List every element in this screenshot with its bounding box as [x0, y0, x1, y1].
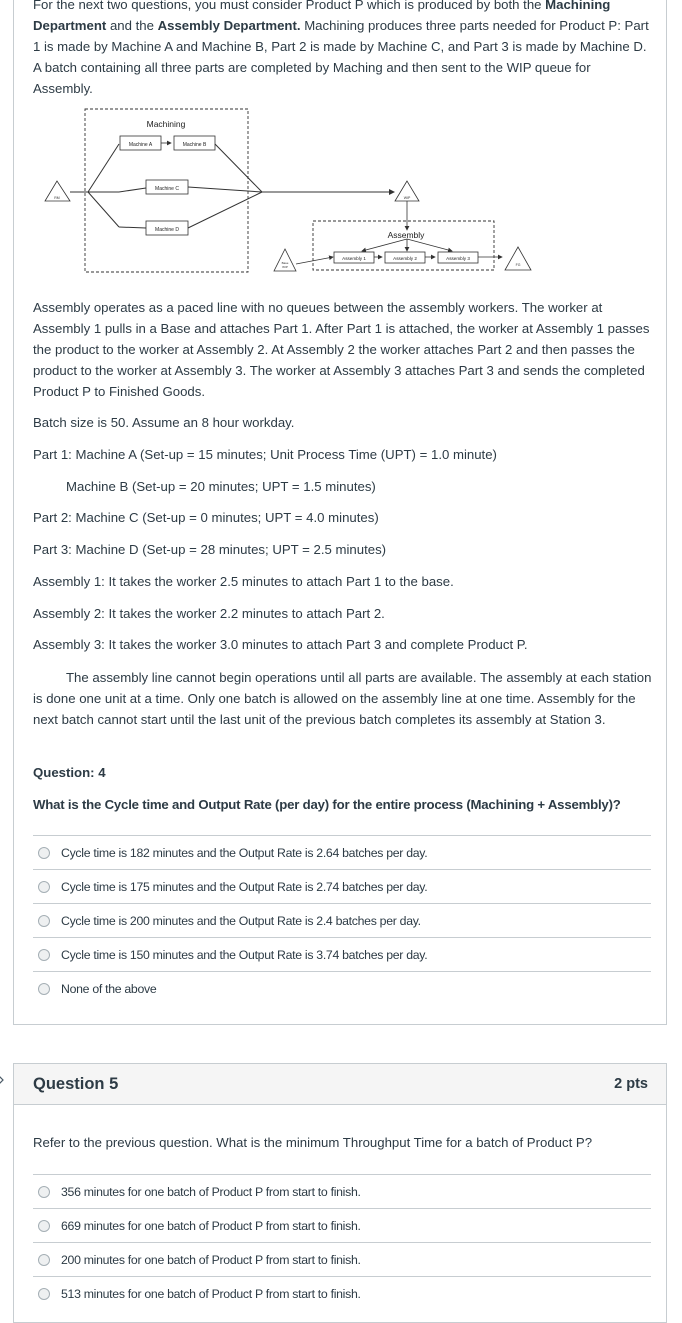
answer-option[interactable]	[33, 869, 651, 903]
assembly-label: Assembly	[387, 230, 425, 240]
rm-label: RM	[54, 196, 60, 200]
intro-bold-term: Machining	[545, 0, 611, 12]
answer-label: Cycle time is 200 minutes and the Output Rate is 2.4 batches per day.	[61, 913, 421, 928]
answer-label: 200 minutes for one batch of Product P from start to finish.	[61, 1252, 361, 1267]
assembly-3-label: Assembly 3	[446, 256, 470, 261]
question-5-title: Question 5	[33, 1074, 119, 1093]
answer-option[interactable]	[33, 1276, 651, 1310]
assembly-description: Assembly operates as a paced line with no queues between the assembly workers. The worker at Assembly 1 pulls in a Base and attaches Part 1. After Part 1 is attached, the worker at Assembly 1 passes the product to the worker at Assembly 2. At Assembly 2 the worker attaches Part 2 and then passes the product to the worker at Assembly 3. The worker at Assembly 3 attaches Part 3 and sends the completed Product P to Finished Goods.	[33, 300, 650, 399]
radio-button[interactable]	[38, 983, 50, 995]
machining-label: Machining	[146, 119, 186, 129]
answer-option[interactable]	[33, 1174, 651, 1208]
wip-label: WIP	[403, 196, 411, 200]
assembly-1-label: Assembly 1	[342, 256, 366, 261]
question-5-prompt: Refer to the previous question. What is the minimum Throughput Time for a batch of Product P?	[33, 1135, 593, 1150]
intro-text: For the next two questions, you must consider Product P which is produced by both the	[33, 0, 546, 12]
radio-button[interactable]	[38, 1254, 50, 1266]
answer-option[interactable]	[33, 1242, 651, 1276]
intro-paragraph	[33, 0, 653, 99]
question-5-card	[13, 1063, 667, 1323]
part-1-machine-b: Machine B (Set-up = 20 minutes; UPT = 1.5 minutes)	[66, 479, 376, 494]
radio-button[interactable]	[38, 949, 50, 961]
machine-d-label: Machine D	[155, 227, 179, 233]
answer-label: Cycle time is 175 minutes and the Output Rate is 2.74 batches per day.	[61, 879, 428, 894]
radio-button[interactable]	[38, 1288, 50, 1300]
intro-bold-term: Assembly Department.	[157, 18, 301, 33]
intro-bold-term: Department	[33, 18, 107, 33]
assembly-1-time: Assembly 1: It takes the worker 2.5 minutes to attach Part 1 to the base.	[33, 574, 454, 589]
machine-c-label: Machine C	[155, 186, 179, 192]
machine-b-label: Machine B	[182, 142, 207, 148]
answer-label: 669 minutes for one batch of Product P from start to finish.	[61, 1218, 361, 1233]
answer-label: None of the above	[61, 981, 157, 996]
part-1-machine-a: Part 1: Machine A (Set-up = 15 minutes; Unit Process Time (UPT) = 1.0 minute)	[33, 447, 497, 462]
answer-label: 356 minutes for one batch of Product P from start to finish.	[61, 1184, 361, 1199]
base-label: Base	[281, 261, 289, 265]
answer-option[interactable]	[33, 1208, 651, 1242]
part-3-machine-d: Part 3: Machine D (Set-up = 28 minutes; UPT = 2.5 minutes)	[33, 542, 387, 557]
question-4-prompt: What is the Cycle time and Output Rate (per day) for the entire process (Machining + Assembly)?	[33, 797, 621, 812]
question-5-marker-icon	[0, 1073, 6, 1087]
question-5-answer-list	[33, 1174, 651, 1310]
answer-label: Cycle time is 150 minutes and the Output Rate is 3.74 batches per day.	[61, 947, 428, 962]
intro-text: and the	[106, 18, 158, 33]
answer-option[interactable]	[33, 835, 651, 869]
answer-option[interactable]	[33, 937, 651, 971]
radio-button[interactable]	[38, 847, 50, 859]
answer-label: Cycle time is 182 minutes and the Output Rate is 2.64 batches per day.	[61, 845, 428, 860]
constraints-paragraph: The assembly line cannot begin operations until all parts are available. The assembly at each station is done one unit at a time. Only one batch is allowed on the assembly line at one time. Assembly for the next batch cannot start until the last unit of the previous batch completes its assembly at Station 3.	[33, 670, 652, 727]
question-5-points: 2 pts	[614, 1076, 648, 1092]
radio-button[interactable]	[38, 881, 50, 893]
assembly-2-label: Assembly 2	[393, 256, 417, 261]
part-2-machine-c: Part 2: Machine C (Set-up = 0 minutes; UPT = 4.0 minutes)	[33, 510, 379, 525]
question-4-answer-list	[33, 835, 651, 1005]
process-flow-diagram	[42, 104, 542, 279]
base-wip-label: WIP	[282, 265, 288, 269]
question-4-number: Question: 4	[33, 765, 106, 780]
assembly-2-time: Assembly 2: It takes the worker 2.2 minutes to attach Part 2.	[33, 606, 385, 621]
answer-option[interactable]	[33, 971, 651, 1005]
answer-option[interactable]	[33, 903, 651, 937]
machine-a-label: Machine A	[128, 142, 153, 148]
question-4-card	[13, 0, 667, 1025]
intro-text: Machining produces three parts needed for Product P: Part 1 is made by Machine A and Machine B, Part 2 is made by Machine C, and Part 3 is made by Machine D. A batch containing all three parts are completed by Maching and then sent to the WIP queue for Assembly.	[33, 18, 649, 96]
question-5-header	[14, 1064, 666, 1105]
answer-label: 513 minutes for one batch of Product P from start to finish.	[61, 1286, 361, 1301]
radio-button[interactable]	[38, 1220, 50, 1232]
radio-button[interactable]	[38, 1186, 50, 1198]
radio-button[interactable]	[38, 915, 50, 927]
fg-label: FG	[515, 263, 521, 267]
assembly-3-time: Assembly 3: It takes the worker 3.0 minutes to attach Part 3 and complete Product P.	[33, 637, 528, 652]
batch-info: Batch size is 50. Assume an 8 hour workday.	[33, 415, 295, 430]
